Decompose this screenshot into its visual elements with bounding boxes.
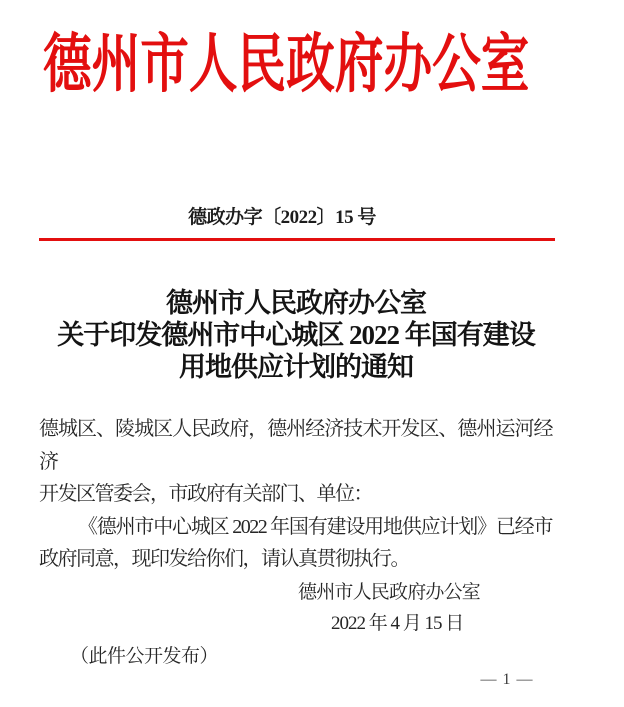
signature-issuer: 德州市人民政府办公室 bbox=[298, 582, 481, 603]
notice-title bbox=[0, 287, 592, 383]
document-reference-number: 德政办字〔2022〕15 号 bbox=[188, 207, 376, 228]
signature-date: 2022 年 4 月 15 日 bbox=[331, 613, 464, 634]
masthead-title: 德州市人民政府办公室 bbox=[43, 29, 530, 100]
page-number: — 1 — bbox=[480, 671, 534, 688]
red-divider-rule bbox=[39, 238, 555, 241]
notice-title-line-2: 关于印发德州市中心城区 2022 年国有建设 bbox=[57, 320, 535, 350]
body-paragraph-2-line-2: 政府同意，现印发给你们，请认真贯彻执行。 bbox=[39, 548, 409, 570]
body-paragraph-2-line-1: 《德州市中心城区 2022 年国有建设用地供应计划》已经市 bbox=[78, 515, 552, 538]
body-paragraph-1-line-2: 开发区管委会，市政府有关部门、单位： bbox=[39, 483, 372, 505]
notice-body bbox=[39, 413, 552, 576]
notice-title-line-3: 用地供应计划的通知 bbox=[179, 352, 413, 382]
notice-title-line-1: 德州市人民政府办公室 bbox=[166, 288, 426, 318]
public-release-note: （此件公开发布） bbox=[70, 646, 219, 667]
body-paragraph-1-line-1: 德城区、陵城区人民政府，德州经济技术开发区、德州运河经济 bbox=[39, 418, 552, 473]
